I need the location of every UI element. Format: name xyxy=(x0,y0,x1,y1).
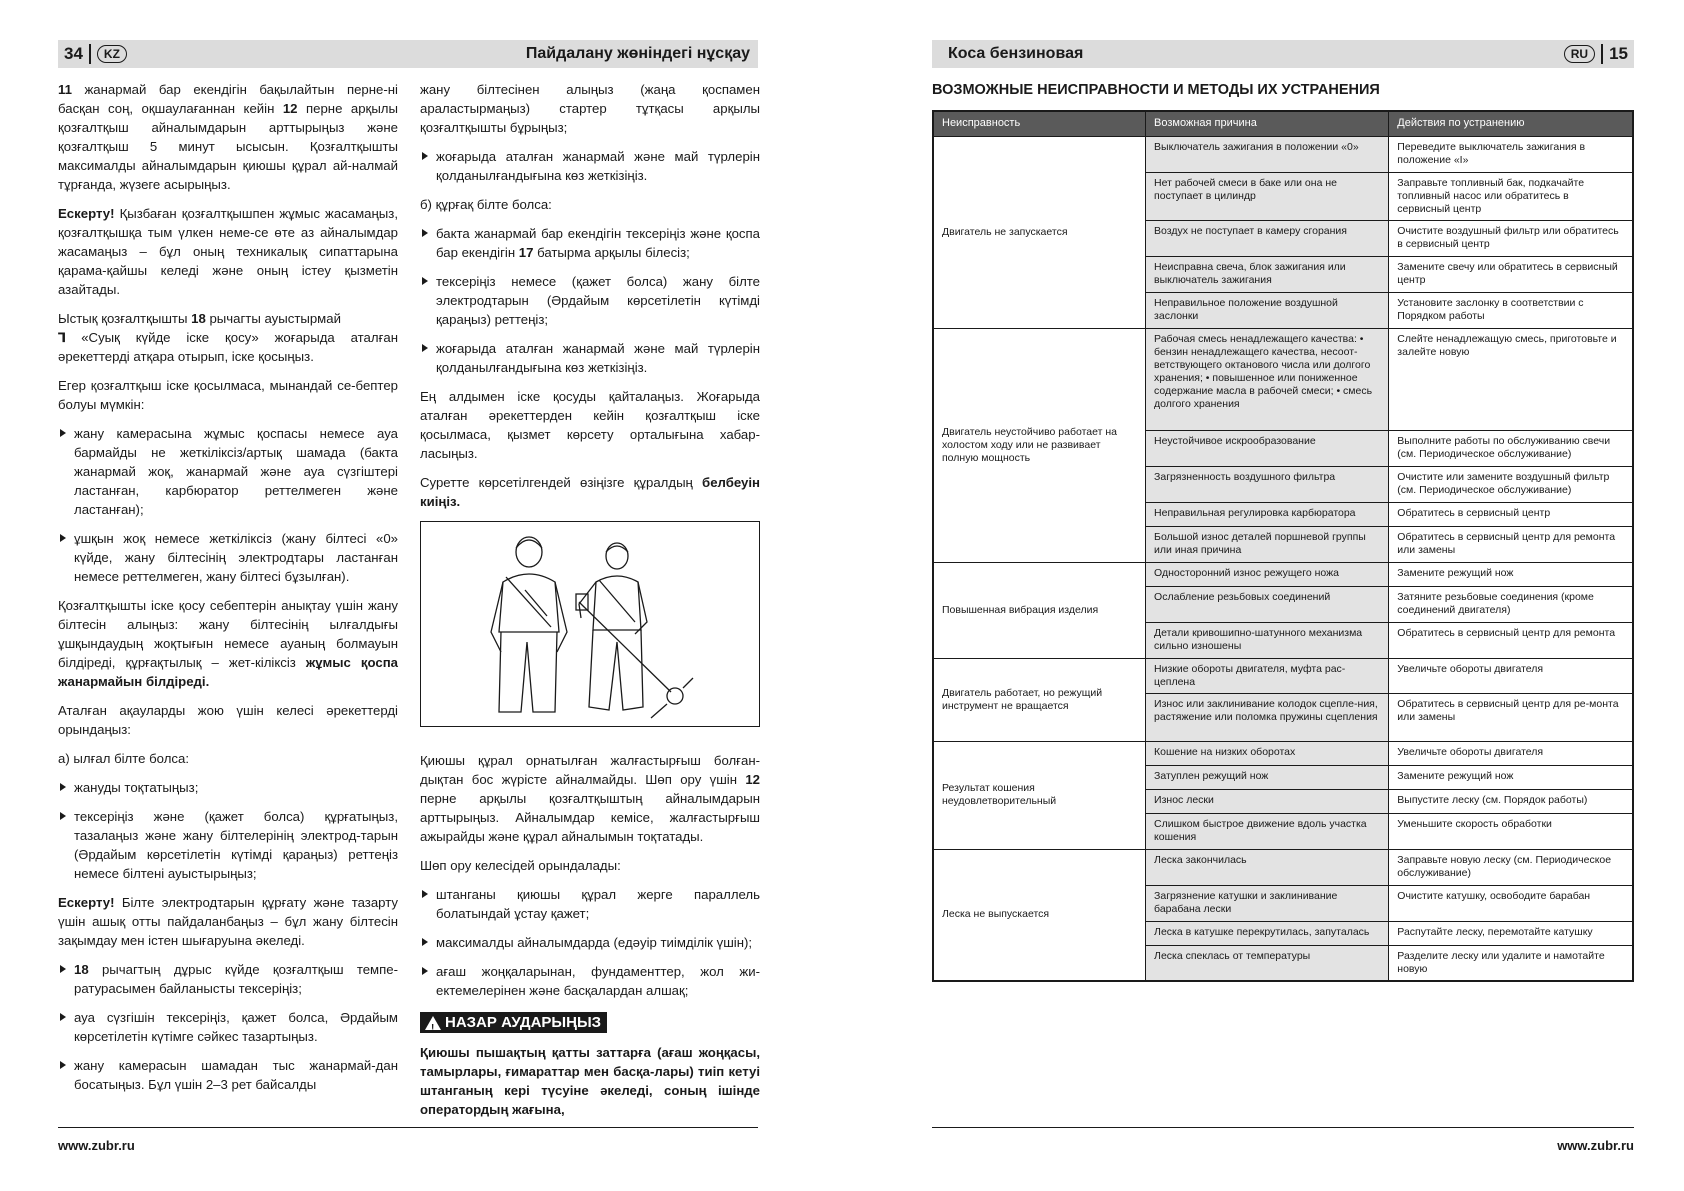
operators-with-trimmer-drawing xyxy=(421,522,759,726)
fix-cell: Разделите леску или удалите и намотайте новую xyxy=(1389,945,1633,981)
table-header-row xyxy=(933,111,1633,136)
fix-cell: Слейте ненадлежащую смесь, приготовьте и залейте новую xyxy=(1389,328,1633,430)
paragraph: 11 жанармай бар екендігін бақылайтын перне-ні басқан соң, оқшаулағаннан кейін 12 перне арқылы қозғалтқыш айналымдарын арттырыңыз және қозғалтқыш 5 минут ысысын. Қозғалтқышты максималды айналымдарын қиюшы құрал ай-налмай тұрғанда, жүзеге асырыңыз. xyxy=(58,82,398,192)
cause-cell: Износ или заклинивание колодок сцепле-ния, растяжение или поломка пружины сцепления xyxy=(1146,693,1389,741)
page-title: Коса бензиновая xyxy=(948,45,1084,62)
fix-cell: Уменьшите скорость обработки xyxy=(1389,813,1633,849)
cause-cell: Односторонний износ режущего ножа xyxy=(1146,562,1389,586)
section-title: ВОЗМОЖНЫЕ НЕИСПРАВНОСТИ И МЕТОДЫ ИХ УСТРАНЕНИЯ xyxy=(932,82,1380,98)
cause-cell: Детали кривошипно-шатунного механизма сильно изношены xyxy=(1146,622,1389,658)
table-row xyxy=(933,849,1633,885)
fix-cell: Увеличьте обороты двигателя xyxy=(1389,741,1633,765)
fix-cell: Обратитесь в сервисный центр для ремонта или замены xyxy=(1389,526,1633,562)
cause-cell: Неустойчивое искрообразование xyxy=(1146,430,1389,466)
fix-cell: Распутайте леску, перемотайте катушку xyxy=(1389,921,1633,945)
table-row xyxy=(933,562,1633,586)
cause-cell: Износ лески xyxy=(1146,789,1389,813)
paragraph: б) құрғақ білте болса: xyxy=(420,197,552,212)
bullet-item: тексеріңіз және (қажет болса) құрғатыңыз, тазалаңыз және жану білтелерінің электрод-тарын (Әрдайым көрсетілетін күтімді қараңыз) реттеңіз немесе білтені ауыстырыңыз; xyxy=(58,807,398,883)
cause-cell: Загрязнение катушки и заклинивание барабана лески xyxy=(1146,885,1389,921)
fault-cell: Повышенная вибрация изделия xyxy=(933,562,1146,658)
bullet-item: ағаш жоңқаларынан, фундаменттер, жол жи-ектемелерінен және басқалардан алшақ; xyxy=(420,962,760,1000)
footer-divider xyxy=(932,1127,1634,1128)
paragraph: а) ылғал білте болса: xyxy=(58,751,190,766)
fix-cell: Замените режущий нож xyxy=(1389,765,1633,789)
page-number: 34 xyxy=(64,44,83,63)
text-column-2 xyxy=(420,80,760,1129)
fix-cell: Переведите выключатель зажигания в положение «I» xyxy=(1389,136,1633,172)
choke-icon: ⅂ xyxy=(58,330,66,345)
fix-cell: Затяните резьбовые соединения (кроме соединений двигателя) xyxy=(1389,586,1633,622)
bullet-item: штанганы қиюшы құрал жерге параллель болатындай ұстау қажет; xyxy=(420,885,760,923)
footer-url: www.zubr.ru xyxy=(1557,1138,1634,1153)
fix-cell: Выполните работы по обслуживанию свечи (см. Периодическое обслуживание) xyxy=(1389,430,1633,466)
cause-cell: Выключатель зажигания в положении «0» xyxy=(1146,136,1389,172)
cause-cell: Рабочая смесь ненадлежащего качества: • бензин ненадлежащего качества, несоот-ветствующего октанового числа или долгого хранения; • повышенное или пониженное содержание масла в рабочей смеси; • смесь долгого хранения xyxy=(1146,328,1389,430)
paragraph: Қиюшы құрал орнатылған жалғастырғыш болған-дықтан бос жүрісте айналмайды. Шөп ору үшін 12 перне арқылы қозғалтқыштың айналымдарын арттырыңыз. Айналымдар кемісе, жалғастырғыш ажырайды және құрал айналымын тоқтатады. xyxy=(420,753,760,844)
table-row xyxy=(933,136,1633,172)
paragraph: Шөп ору келесідей орындалады: xyxy=(420,858,621,873)
fix-cell: Обратитесь в сервисный центр для ре-монта или замены xyxy=(1389,693,1633,741)
bullet-item: жануды тоқтатыңыз; xyxy=(58,778,398,797)
fix-cell: Очистите воздушный фильтр или обратитесь в сервисный центр xyxy=(1389,220,1633,256)
fault-cell: Двигатель неустойчиво работает на холостом ходу или не развивает полную мощность xyxy=(933,328,1146,562)
right-page xyxy=(842,0,1684,1191)
bullet-item: тексеріңіз немесе (қажет болса) жану білте электродтарын (Әрдайым көрсетілетін күтімді қараңыз) реттеңіз; xyxy=(420,272,760,329)
column-header: Действия по устранению xyxy=(1389,111,1633,136)
fault-cell: Двигатель работает, но режущий инструмент не вращается xyxy=(933,658,1146,741)
bullet-item: 18 рычагтың дұрыс күйде қозғалтқыш темпе-ратурасымен байланысты тексеріңіз; xyxy=(58,960,398,998)
bullet-item: жоғарыда аталған жанармай және май түрлерін қолданылғандығына көз жеткізіңіз. xyxy=(420,147,760,185)
column-header: Возможная причина xyxy=(1146,111,1389,136)
fix-cell: Выпустите леску (см. Порядок работы) xyxy=(1389,789,1633,813)
fix-cell: Замените свечу или обратитесь в сервисный центр xyxy=(1389,256,1633,292)
cause-cell: Леска в катушке перекрутилась, запуталась xyxy=(1146,921,1389,945)
cause-cell: Нет рабочей смеси в баке или она не поступает в цилиндр xyxy=(1146,172,1389,220)
cause-cell: Леска закончилась xyxy=(1146,849,1389,885)
paragraph: Ең алдымен іске қосуды қайталаңыз. Жоғарыда аталған әрекеттерден кейін қозғалтқыш іске қосылмаса, қызмет көрсету орталығына хабар-ласыңыз. xyxy=(420,389,760,461)
header-divider xyxy=(89,44,91,64)
text-column-1 xyxy=(58,80,398,1104)
page-number: 15 xyxy=(1609,44,1628,63)
warning-paragraph: Ескерту! Білте электродтарын құрғату және тазарту үшін ашық отты пайдаланбаңыз – бұл жану білтесін зақымдау мен істен шығаруына әкеледі. xyxy=(58,895,398,948)
cause-cell: Кошение на низких оборотах xyxy=(1146,741,1389,765)
fault-cell: Леска не выпускается xyxy=(933,849,1146,981)
bullet-item: максималды айналымдарда (едәуір тиімділік үшін); xyxy=(420,933,760,952)
paragraph: Аталған ақауларды жою үшін келесі әрекеттерді орындаңыз: xyxy=(58,703,398,737)
cause-cell: Воздух не поступает в камеру сгорания xyxy=(1146,220,1389,256)
fix-cell: Обратитесь в сервисный центр xyxy=(1389,502,1633,526)
fix-cell: Увеличьте обороты двигателя xyxy=(1389,658,1633,693)
cause-cell: Загрязненность воздушного фильтра xyxy=(1146,466,1389,502)
fix-cell: Очистите или замените воздушный фильтр (см. Периодическое обслуживание) xyxy=(1389,466,1633,502)
bullet-item: жану камерасын шамадан тыс жанармай-дан босатыңыз. Бұл үшін 2–3 рет байсалды xyxy=(58,1056,398,1094)
warning-paragraph: Ескерту! Қызбаған қозғалтқышпен жұмыс жасамаңыз, қозғалтқышқа тым үлкен неме-се өте аз айналымдар жасамаңыз – бұл оның техникалық сипаттарына қарама-қайшы келеді және оның істеу қызметін азайтады. xyxy=(58,206,398,297)
fix-cell: Заправьте топливный бак, подкачайте топливный насос или обратитесь в сервисный центр xyxy=(1389,172,1633,220)
attention-banner: ! НАЗАР АУДАРЫҢЫЗ xyxy=(420,1012,607,1033)
page-title: Пайдалану жөніндегі нұсқау xyxy=(525,45,750,62)
cause-cell: Неправильная регулировка карбюратора xyxy=(1146,502,1389,526)
cause-cell: Неисправна свеча, блок зажигания или выключатель зажигания xyxy=(1146,256,1389,292)
fault-cell: Результат кошения неудовлетворительный xyxy=(933,741,1146,849)
fix-cell: Установите заслонку в соответствии с Порядком работы xyxy=(1389,292,1633,328)
troubleshooting-table xyxy=(932,110,1634,982)
fix-cell: Замените режущий нож xyxy=(1389,562,1633,586)
bullet-item: ұшқын жоқ немесе жеткіліксіз (жану білтесі «0» күйде, жану білтесінің электродтары ластанған немесе реттелмеген, жану білтесі бұзылған). xyxy=(58,529,398,586)
fix-cell: Обратитесь в сервисный центр для ремонта xyxy=(1389,622,1633,658)
page-header xyxy=(932,40,1634,68)
cause-cell: Слишком быстрое движение вдоль участка кошения xyxy=(1146,813,1389,849)
cause-cell: Затуплен режущий нож xyxy=(1146,765,1389,789)
table-row xyxy=(933,741,1633,765)
cause-cell: Большой износ деталей поршневой группы или иная причина xyxy=(1146,526,1389,562)
bullet-item: ауа сүзгішін тексеріңіз, қажет болса, Әрдайым көрсетілетін күтімге сәйкес тазартыңыз. xyxy=(58,1008,398,1046)
bullet-item: жану камерасына жұмыс қоспасы немесе ауа бармайды не жеткіліксіз/артық шамада (бакта жанармай жоқ, жанармай және ауа сүзгіштері ластанған, карбюратор реттелмеген және ластанған); xyxy=(58,424,398,519)
fault-cell: Двигатель не запускается xyxy=(933,136,1146,328)
table-row xyxy=(933,328,1633,430)
cause-cell: Низкие обороты двигателя, муфта рас-цеплена xyxy=(1146,658,1389,693)
column-header: Неисправность xyxy=(933,111,1146,136)
page-header xyxy=(58,40,758,68)
paragraph: Қозғалтқышты іске қосу себептерін анықтау үшін жану білтесін алыңыз: жану білтесінің ылғалдығы ұшқындаудың жоқтығын немесе ауаның болмауын білдіреді, құрғақтылық – жет-кіліксіз жұмыс қоспа жанармайын білдіреді. xyxy=(58,598,398,689)
language-badge: KZ xyxy=(97,45,127,63)
paragraph: Ыстық қозғалтқышты 18 рычагты ауыстырмай ⅂ «Суық күйде іске қосу» жоғарыда аталған әрекеттерді атқара отырып, іске қосыңыз. xyxy=(58,311,398,364)
footer-url: www.zubr.ru xyxy=(58,1138,135,1153)
table-row xyxy=(933,658,1633,693)
cause-cell: Леска спеклась от температуры xyxy=(1146,945,1389,981)
fix-cell: Заправьте новую леску (см. Периодическое обслуживание) xyxy=(1389,849,1633,885)
paragraph: жану білтесінен алыңыз (жаңа қоспамен араластырмаңыз) стартер тұтқасы арқылы қозғалтқышты бұрыңыз; xyxy=(420,82,760,135)
bullet-item: жоғарыда аталған жанармай және май түрлерін қолданылғандығына көз жеткізіңіз. xyxy=(420,339,760,377)
cause-cell: Ослабление резьбовых соединений xyxy=(1146,586,1389,622)
language-badge: RU xyxy=(1564,45,1595,63)
paragraph: Суретте көрсетілгендей өзіңізге құралдың белбеуін киіңіз. xyxy=(420,475,760,509)
cause-cell: Неправильное положение воздушной заслонки xyxy=(1146,292,1389,328)
fix-cell: Очистите катушку, освободите барабан xyxy=(1389,885,1633,921)
warning-triangle-icon: ! xyxy=(425,1016,441,1030)
footer-divider xyxy=(58,1127,758,1128)
harness-illustration xyxy=(420,521,760,727)
bullet-item: бакта жанармай бар екендігін тексеріңіз және қоспа бар екендігін 17 батырма арқылы білесіз; xyxy=(420,224,760,262)
bold-warning-paragraph: Қиюшы пышақтың қатты заттарға (ағаш жоңқасы, тамырлары, ғимараттар мен басқа-лары) тиіп кетуі штанганың кері түсуіне әкеледі, соның ішінде оператордың жағына, xyxy=(420,1045,760,1117)
paragraph: Егер қозғалтқыш іске қосылмаса, мынандай се-бептер болуы мүмкін: xyxy=(58,378,398,412)
